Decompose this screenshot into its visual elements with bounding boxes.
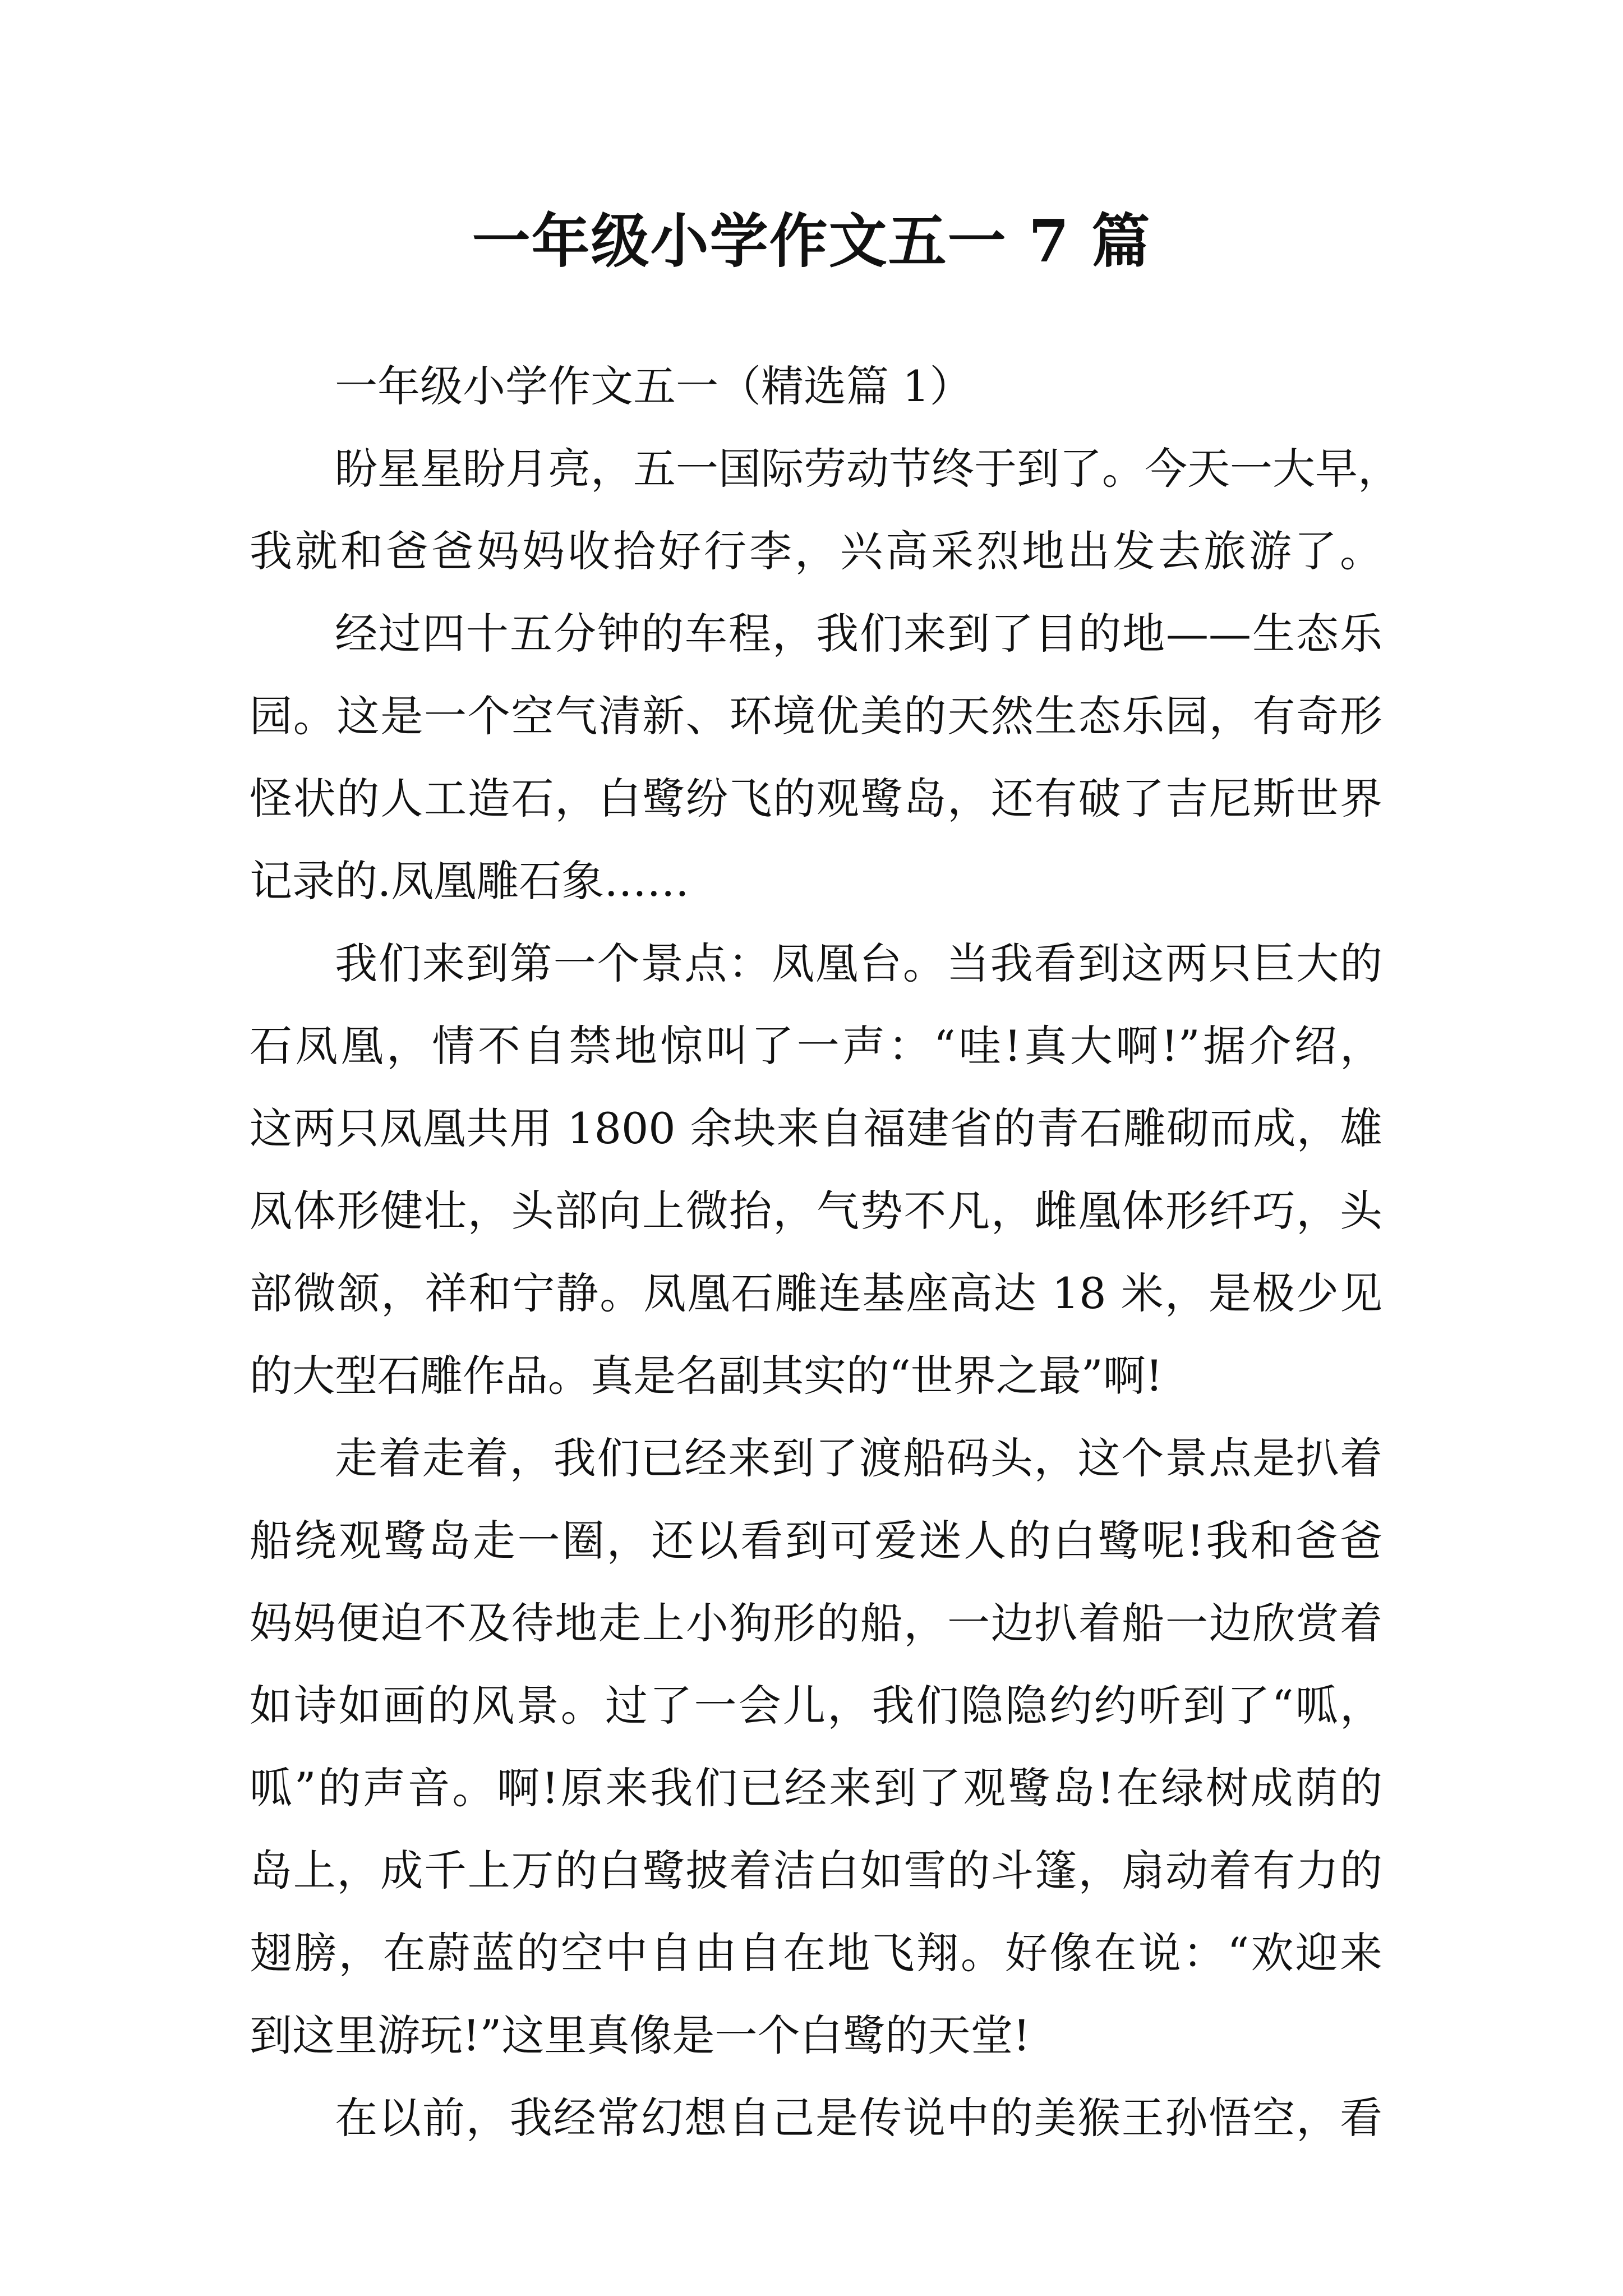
body-line: 部微颔，祥和宁静。凤凰石雕连基座高达 18 米，是极少见 (250, 1268, 1382, 1318)
body-line: 我就和爸爸妈妈收拾好行李，兴高采烈地出发去旅游了。 (250, 526, 1382, 576)
body-line: 怪状的人工造石，白鹭纷飞的观鹭岛，还有破了吉尼斯世界 (250, 774, 1382, 823)
document-body (250, 345, 1400, 2159)
body-line: 如诗如画的风景。过了一会儿，我们隐隐约约听到了“呱， (250, 1681, 1382, 1731)
body-line: 走着走着，我们已经来到了渡船码头，这个景点是扒着 (335, 1433, 1382, 1483)
body-line: 船绕观鹭岛走一圈，还以看到可爱迷人的白鹭呢!我和爸爸 (250, 1516, 1382, 1566)
body-line: 一年级小学作文五一（精选篇 1） (335, 361, 972, 411)
body-line: 岛上，成千上万的白鹭披着洁白如雪的斗篷，扇动着有力的 (250, 1846, 1382, 1895)
body-line: 这两只凤凰共用 1800 余块来自福建省的青石雕砌而成，雄 (250, 1103, 1382, 1153)
body-line: 凤体形健壮，头部向上微抬，气势不凡，雌凰体形纤巧，头 (250, 1186, 1382, 1236)
body-line: 我们来到第一个景点：凤凰台。当我看到这两只巨大的 (335, 938, 1382, 988)
body-line: 在以前，我经常幻想自己是传说中的美猴王孙悟空，看 (335, 2093, 1382, 2143)
body-line: 石凤凰，情不自禁地惊叫了一声：“哇!真大啊!”据介绍， (250, 1021, 1382, 1071)
body-line: 呱”的声音。啊!原来我们已经来到了观鹭岛!在绿树成荫的 (250, 1763, 1382, 1813)
body-line: 到这里游玩!”这里真像是一个白鹭的天堂! (250, 2010, 1030, 2060)
body-line: 经过四十五分钟的车程，我们来到了目的地——生态乐 (335, 609, 1382, 659)
body-line: 盼星星盼月亮，五一国际劳动节终于到了。今天一大早， (335, 444, 1400, 494)
body-line: 记录的.凤凰雕石象…… (250, 856, 690, 906)
body-line: 翅膀，在蔚蓝的空中自由自在地飞翔。好像在说：“欢迎来 (250, 1928, 1382, 1978)
body-line: 园。这是一个空气清新、环境优美的天然生态乐园，有奇形 (250, 691, 1382, 741)
body-line: 妈妈便迫不及待地走上小狗形的船，一边扒着船一边欣赏着 (250, 1598, 1382, 1648)
document-title: 一年级小学作文五一 7 篇 (472, 206, 1151, 275)
body-line: 的大型石雕作品。真是名副其实的“世界之最”啊! (250, 1351, 1163, 1401)
